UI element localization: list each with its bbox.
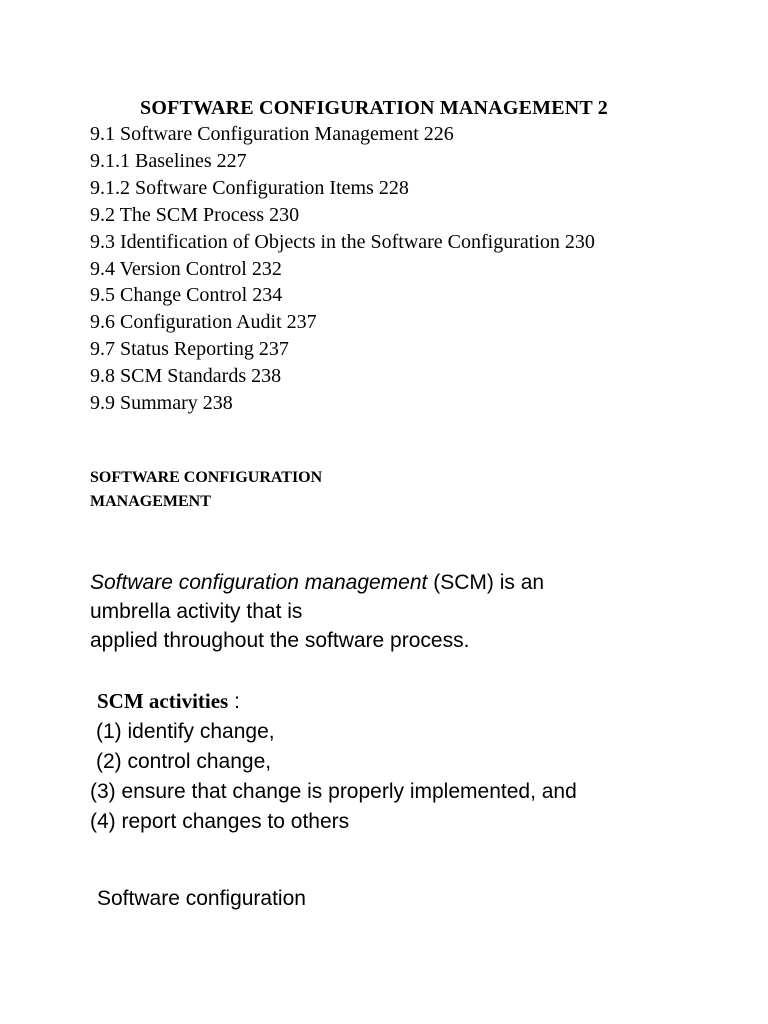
closing-text: Software configuration (97, 887, 306, 910)
activity-item-4: (4) report changes to others (90, 810, 350, 833)
toc-item-9-4: 9.4 Version Control 232 (90, 257, 282, 280)
intro-line-2: umbrella activity that is (90, 600, 303, 623)
intro-line-3: applied throughout the software process. (90, 629, 470, 652)
activity-item-3: (3) ensure that change is properly implemented, and (90, 780, 577, 803)
toc-item-9-1-1: 9.1.1 Baselines 227 (90, 149, 247, 172)
intro-term: Software configuration management (90, 571, 428, 594)
scm-activities (90, 686, 577, 837)
section-heading-line-2: MANAGEMENT (90, 493, 211, 510)
activities-heading-line (90, 686, 577, 717)
toc-item-9-8: 9.8 SCM Standards 238 (90, 365, 282, 388)
toc-item-9-1: 9.1 Software Configuration Management 226 (90, 123, 454, 145)
table-of-contents (90, 121, 595, 417)
chapter-title: SOFTWARE CONFIGURATION MANAGEMENT 2 (140, 97, 608, 119)
toc-item-9-5: 9.5 Change Control 234 (90, 284, 283, 307)
toc-item-9-1-2: 9.1.2 Software Configuration Items 228 (90, 176, 409, 199)
toc-item-9-6: 9.6 Configuration Audit 237 (90, 311, 317, 334)
activities-heading: SCM activities (97, 689, 229, 713)
activity-item-2: (2) control change, (96, 750, 272, 773)
section-heading-line-1: SOFTWARE CONFIGURATION (90, 469, 323, 486)
activity-item-1: (1) identify change, (96, 720, 275, 743)
activities-heading-suffix: : (228, 690, 240, 713)
toc-item-9-7: 9.7 Status Reporting 237 (90, 338, 289, 361)
toc-item-9-9: 9.9 Summary 238 (90, 392, 233, 415)
intro-line-1 (90, 568, 650, 597)
toc-item-9-3: 9.3 Identification of Objects in the Software Configuration 230 (90, 230, 595, 253)
intro-paragraph (90, 568, 650, 655)
section-heading (90, 466, 430, 514)
toc-item-9-2: 9.2 The SCM Process 230 (90, 203, 300, 226)
intro-line-1-rest: (SCM) is an (427, 571, 545, 594)
